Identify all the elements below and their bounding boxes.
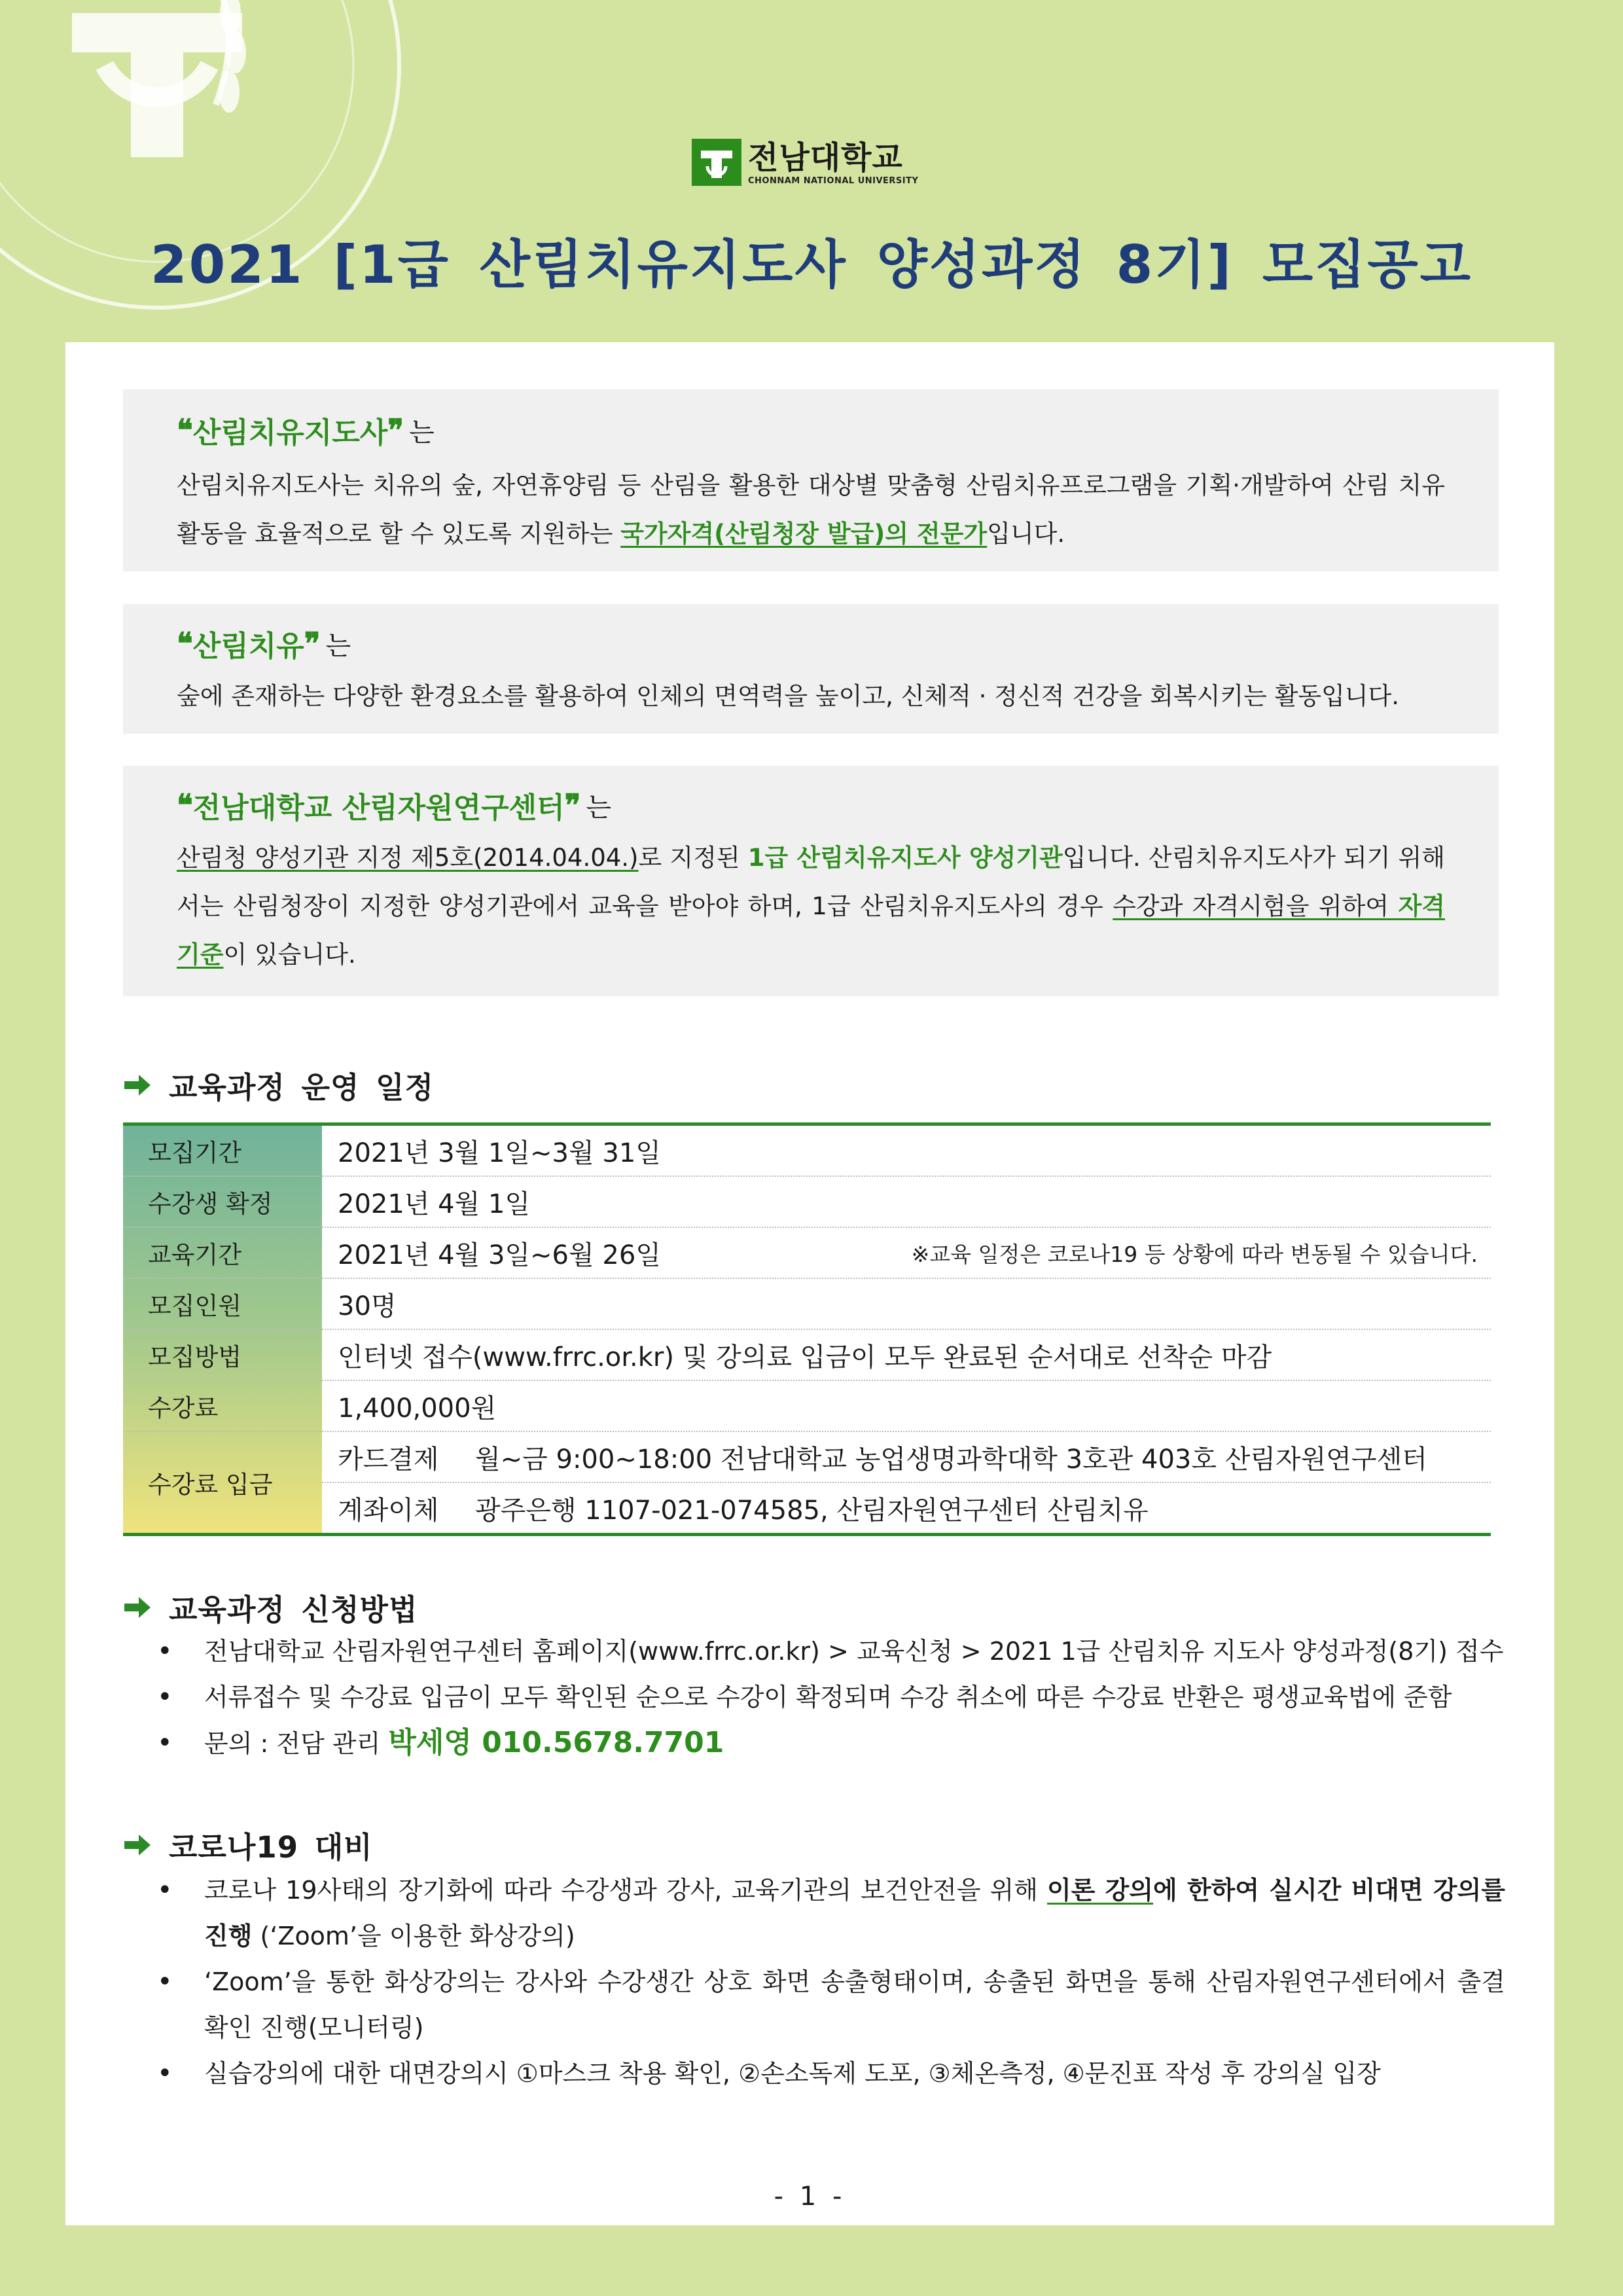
row-label: 수강생 확정 [148, 1190, 273, 1218]
definition-highlight: 국가자격(산림청장 발급)의 전문가 [620, 520, 988, 548]
definition-term: 산림치유 [192, 630, 304, 663]
definition-box-research-center [123, 766, 1499, 996]
open-quote-icon: ❝ [177, 787, 193, 823]
fee-card-line [322, 1432, 1491, 1483]
fee-bank-line [322, 1483, 1491, 1533]
covid-emphasis: 이론 강의 [1047, 1876, 1154, 1905]
section-heading-schedule [123, 1064, 434, 1106]
list-item: • 서류접수 및 수강료 입금이 모두 확인된 순으로 수강이 확정되며 수강 취소에 따른 수강료 반환은 평생교육법에 준함 [157, 1674, 1505, 1720]
definition-box-forest-healing [123, 604, 1499, 734]
open-quote-icon: ❝ [177, 412, 193, 448]
covid-emphasis: 에 한하여 실시간 비대면 강의를 진행 [204, 1876, 1506, 1950]
definition-text-end: 입니다. [987, 520, 1065, 548]
section-title: 교육과정 신청방법 [169, 1592, 418, 1627]
apply-list [157, 1628, 1505, 1767]
close-quote-icon: ❞ [304, 626, 321, 661]
row-label: 교육기간 [148, 1241, 241, 1269]
logo-english-name: CHONNAM NATIONAL UNIVERSITY [748, 175, 919, 186]
row-label: 수강료 [148, 1394, 219, 1422]
page-title: 2021 [1급 산림치유지도사 양성과정 8기] 모집공고 [150, 234, 1473, 295]
definition-text: 로 지정된 [638, 844, 748, 872]
definition-text: 산림치유지도사는 치유의 숲, 자연휴양림 등 산림을 활용한 대상별 맞춤형 산림치유프로그램을 기획·개발하여 산림 치유활동을 효율적으로 할 수 있도록 지원하는 [177, 471, 1445, 548]
section-heading-covid [123, 1823, 373, 1866]
row-value: 1,400,000원 [338, 1393, 497, 1424]
table-row [123, 1330, 1491, 1381]
table-row [123, 1177, 1491, 1228]
list-item [157, 1867, 1505, 1959]
section-title: 코로나19 대비 [169, 1830, 373, 1865]
arrow-right-icon [123, 1073, 152, 1097]
definition-heading [177, 622, 351, 664]
arrow-right-icon [123, 1596, 152, 1619]
table-row [123, 1228, 1491, 1279]
table-row-fee-payment [123, 1432, 1491, 1533]
definition-text: 입니다. 산림치유지도사가 되기 위해서는 산림청장이 지정한 양성기관에서 교육을 받아야 하며, 1급 산림치유지도사의 경우 [177, 844, 1445, 920]
qualification-highlight: 자격기준 [177, 892, 1445, 969]
covid-text: 코로나 19사태의 장기화에 따라 수강생과 강사, 교육기관의 보건안전을 위해 [204, 1876, 1048, 1905]
fee-method: 계좌이체 [338, 1495, 439, 1526]
section-title: 교육과정 운영 일정 [169, 1070, 435, 1105]
row-label: 모집인원 [148, 1292, 241, 1320]
close-quote-icon: ❞ [564, 787, 581, 823]
definition-term: 전남대학교 산림자원연구센터 [192, 791, 565, 825]
covid-text: (‘Zoom’을 이용한 화상강의) [252, 1922, 575, 1950]
definition-tail: 는 [586, 792, 612, 823]
contact-label: 문의 : 전담 관리 [204, 1729, 389, 1758]
list-item [157, 1720, 1505, 1767]
logo-korean-name: 전남대학교 [748, 139, 903, 176]
definition-tail: 는 [325, 630, 351, 661]
page-number: - 1 - [774, 2181, 846, 2212]
table-row [123, 1279, 1491, 1330]
contact-phone: 박세영 010.5678.7701 [388, 1726, 724, 1759]
definition-heading [177, 409, 435, 451]
section-heading-apply [123, 1586, 418, 1628]
row-label: 모집기간 [148, 1139, 241, 1167]
definition-body [177, 834, 1445, 979]
row-value: 30명 [338, 1291, 397, 1321]
definition-tail: 는 [409, 417, 435, 448]
open-quote-icon: ❝ [177, 626, 193, 661]
covid-list [157, 1867, 1505, 2096]
close-quote-icon: ❞ [387, 412, 404, 448]
institution-highlight: 1급 산림치유지도사 양성기관 [747, 844, 1063, 872]
table-row [123, 1126, 1491, 1177]
fee-detail: 월~금 9:00~18:00 전남대학교 농업생명과학대학 3호관 403호 산림자원연구센터 [475, 1444, 1427, 1475]
university-logo [690, 137, 918, 187]
notice-paper [65, 342, 1554, 2225]
schedule-note: ※교육 일정은 코로나19 등 상황에 따라 변동될 수 있습니다. [911, 1241, 1478, 1267]
definition-heading [177, 784, 611, 826]
definition-body: 숲에 존재하는 다양한 환경요소를 활용하여 인체의 면역력을 높이고, 신체적 · 정신적 건강을 회복시키는 활동입니다. [177, 682, 1400, 710]
row-label: 수강료 입금 [148, 1471, 273, 1499]
definition-body [177, 461, 1445, 558]
fee-method: 카드결제 [338, 1444, 439, 1475]
definition-text-end: 이 있습니다. [223, 941, 356, 969]
designation-text: 산림청 양성기관 지정 제5호(2014.04.04.) [177, 844, 639, 872]
row-label: 모집방법 [148, 1343, 241, 1371]
fee-detail: 광주은행 1107-021-074585, 산림자원연구센터 산림치유 [475, 1495, 1149, 1526]
table-row [123, 1381, 1491, 1432]
schedule-table [123, 1122, 1491, 1536]
row-value: 2021년 4월 1일 [338, 1189, 531, 1219]
row-value: 2021년 3월 1일~3월 31일 [338, 1138, 661, 1168]
list-item: • 전남대학교 산림자원연구센터 홈페이지(www.frrc.or.kr) > 교육신청 > 2021 1급 산림치유 지도사 양성과정(8기) 접수 [157, 1628, 1505, 1674]
university-emblem-icon [690, 137, 743, 187]
definition-term: 산림치유지도사 [192, 416, 388, 450]
list-item: • ‘Zoom’을 통한 화상강의는 강사와 수강생간 상호 화면 송출형태이며, 송출된 화면을 통해 산림자원연구센터에서 출결 확인 진행(모니터링) [157, 1959, 1505, 2051]
arrow-right-icon [123, 1833, 152, 1857]
row-value: 2021년 4월 3일~6월 26일 [338, 1240, 661, 1270]
list-item: • 실습강의에 대한 대면강의시 ①마스크 착용 확인, ②손소독제 도포, ③체온측정, ④문진표 작성 후 강의실 입장 [157, 2051, 1505, 2096]
definition-box-instructor [123, 389, 1499, 571]
row-value: 인터넷 접수(www.frrc.or.kr) 및 강의료 입금이 모두 완료된 순서대로 선착순 마감 [338, 1342, 1272, 1372]
qualification-text: 수강과 자격시험을 위하여 [1113, 892, 1399, 920]
